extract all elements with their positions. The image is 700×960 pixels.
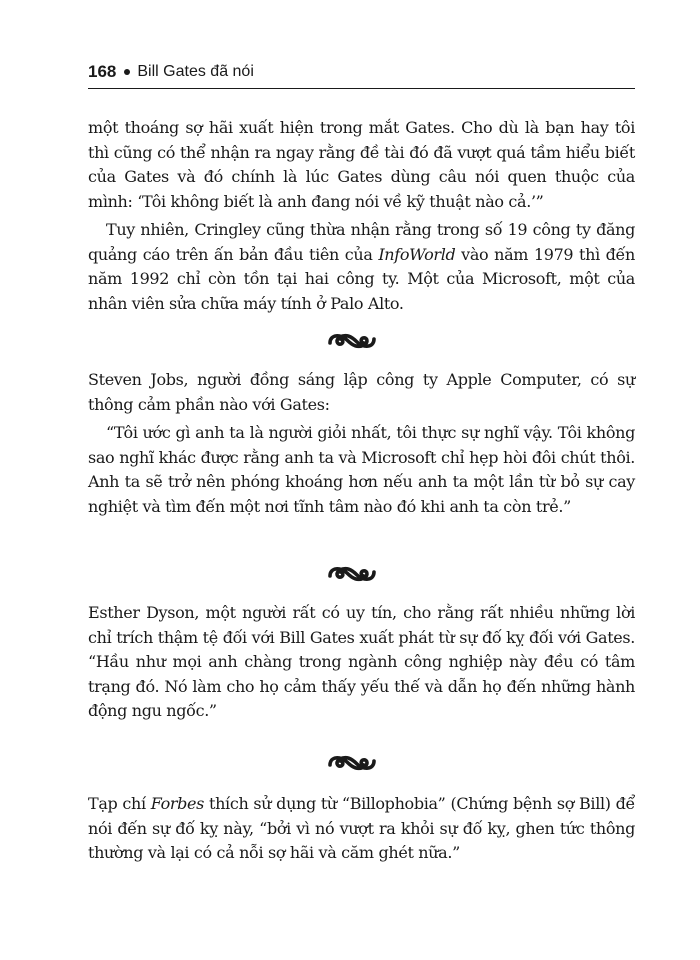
paragraph: Esther Dyson, một người rất có uy tín, cho rằng rất nhiều những lời chỉ trích thậm tệ đối với Bill Gates xuất phát từ sự đố kỵ đối với Gates. “Hầu như mọi anh chàng trong ngành công nghiệp này đều có tâm trạng đó. Nó làm cho họ cảm thấy yếu thế và dẫn họ đến những hành động ngu ngốc.” — [88, 603, 635, 720]
paragraph: Steven Jobs, người đồng sáng lập công ty Apple Computer, có sự thông cảm phần nào với Gates: — [88, 370, 635, 414]
text-run: Tạp chí — [88, 794, 151, 813]
page-number: 168 — [88, 62, 117, 81]
text-section-2 — [88, 368, 635, 519]
text-section-3 — [88, 601, 635, 724]
swash-ornament-icon — [326, 563, 378, 585]
text-run: thích sử dụng từ “Billophobia” (Chứng bệnh sợ Bill) để nói đến sự đố kỵ này, “bởi vì nó vượt ra khỏi sự đố kỵ, ghen tức thông thường và lại có cả nỗi sợ hãi và căm ghét nữa.” — [88, 794, 635, 862]
swash-ornament-icon — [326, 330, 378, 352]
running-title: Bill Gates đã nói — [137, 63, 254, 80]
italic-title: InfoWorld — [378, 244, 456, 264]
swash-ornament-icon — [326, 752, 378, 774]
bullet-icon — [124, 69, 130, 75]
text-section-4 — [88, 792, 635, 866]
quote-paragraph: “Tôi ước gì anh ta là người giỏi nhất, tôi thực sự nghĩ vậy. Tôi không sao nghĩ khác được rằng anh ta và Microsoft chỉ hẹp hòi đôi chút thôi. Anh ta sẽ trở nên phóng khoáng hơn nếu anh ta một lần từ bỏ sự cay nghiệt và tìm đến một nơi tĩnh tâm nào đó khi anh ta còn trẻ.” — [88, 423, 635, 516]
running-header — [88, 62, 254, 82]
header-rule — [88, 88, 635, 89]
italic-title: Forbes — [150, 794, 205, 813]
text-section-1 — [88, 116, 635, 316]
text-run: vào năm 1979 thì đến năm 1992 chỉ còn tồn tại hai công ty. Một của Microsoft, một của nhân viên sửa chữa máy tính ở Palo Alto. — [88, 244, 635, 313]
paragraph: một thoáng sợ hãi xuất hiện trong mắt Gates. Cho dù là bạn hay tôi thì cũng có thể nhận ra ngay rằng đề tài đó đã vượt quá tầm hiểu biết của Gates và đó chính là lúc Gates dùng câu nói quen thuộc của mình: ‘Tôi không biết là anh đang nói về kỹ thuật nào cả.’” — [88, 118, 635, 211]
paragraph — [88, 792, 635, 866]
paragraph — [88, 218, 635, 316]
text-run: Tuy nhiên, Cringley cũng thừa nhận rằng trong số 19 công ty đăng quảng cáo trên ấn bản đầu tiên của — [88, 220, 635, 264]
